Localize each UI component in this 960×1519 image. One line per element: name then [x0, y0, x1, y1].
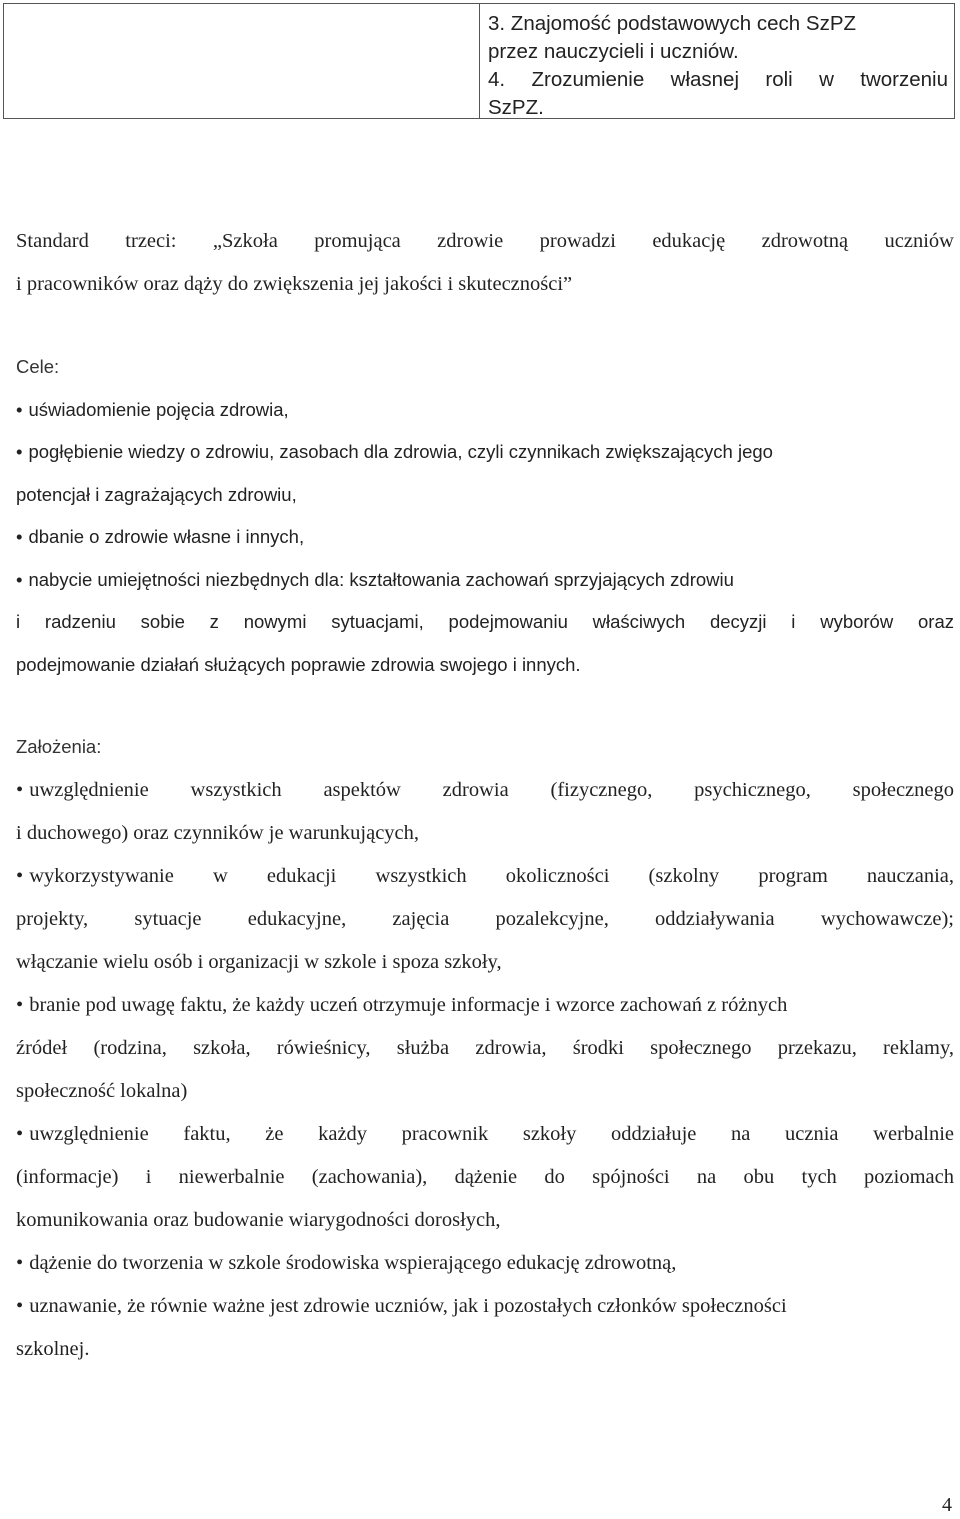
bullet-icon: • [16, 865, 24, 887]
bullet-icon: • [16, 568, 23, 590]
zalozenia-line: komunikowania oraz budowanie wiarygodności dorosłych, [16, 1209, 501, 1231]
zalozenia-item: • uwzględnienie wszystkich aspektów zdrowia (fizycznego, psychicznego, społecznego [16, 779, 954, 801]
zalozenia-item: • wykorzystywanie w edukacji wszystkich okoliczności (szkolny program nauczania, [16, 865, 954, 887]
cele-line: podejmowanie działań służących poprawie zdrowia swojego i innych. [16, 653, 581, 675]
bullet-icon: • [16, 1123, 24, 1145]
zalozenia-item: • uznawanie, że równie ważne jest zdrowie uczniów, jak i pozostałych członków społeczności [16, 1295, 787, 1317]
table-line: SzPZ. [488, 96, 544, 119]
cele-item: • nabycie umiejętności niezbędnych dla: kształtowania zachowań sprzyjających zdrowiu [16, 568, 734, 590]
zalozenia-section [16, 769, 954, 1371]
table-line: 3. Znajomość podstawowych cech SzPZ [488, 12, 857, 35]
zalozenia-item: • uwzględnienie faktu, że każdy pracownik szkoły oddziałuje na ucznia werbalnie [16, 1123, 954, 1145]
table-line: 4. Zrozumienie własnej roli w tworzeniu [488, 68, 948, 91]
cele-label: Cele: [16, 356, 60, 377]
zalozenia-item: • dążenie do tworzenia w szkole środowiska wspierającego edukację zdrowotną, [16, 1252, 677, 1274]
zalozenia-line: szkolnej. [16, 1338, 90, 1360]
table-text-cell [480, 4, 954, 118]
bullet-icon: • [16, 779, 24, 801]
zalozenia-line: włączanie wielu osób i organizacji w szkole i spoza szkoły, [16, 951, 502, 973]
bullet-icon: • [16, 398, 23, 420]
cele-section [16, 346, 954, 686]
page-number: 4 [942, 1494, 952, 1516]
bullet-icon: • [16, 994, 24, 1016]
cele-item: • pogłębienie wiedzy o zdrowiu, zasobach dla zdrowia, czyli czynnikach zwiększających jego [16, 441, 773, 462]
zalozenia-item: • branie pod uwagę faktu, że każdy uczeń otrzymuje informacje i wzorce zachowań z różnych [16, 994, 788, 1016]
standard-line: Standard trzeci: „Szkoła promująca zdrowie prowadzi edukację zdrowotną uczniów [16, 230, 954, 252]
zalozenia-line: społeczność lokalna) [16, 1080, 188, 1102]
cele-line: i radzeniu sobie z nowymi sytuacjami, podejmowaniu właściwych decyzji i wyborów oraz [16, 611, 954, 632]
bullet-icon: • [16, 1295, 24, 1317]
bullet-icon: • [16, 441, 23, 462]
table-empty-cell [4, 4, 480, 118]
zalozenia-line: i duchowego) oraz czynników je warunkujących, [16, 822, 420, 844]
cele-item: • dbanie o zdrowie własne i innych, [16, 526, 305, 547]
zalozenia-line: projekty, sytuacje edukacyjne, zajęcia pozalekcyjne, oddziaływania wychowawcze); [16, 908, 954, 930]
zalozenia-line: (informacje) i niewerbalnie (zachowania), dążenie do spójności na obu tych poziomach [16, 1166, 954, 1188]
bullet-icon: • [16, 526, 23, 547]
zalozenia-label: Założenia: [16, 736, 102, 757]
bullet-icon: • [16, 1252, 24, 1274]
zalozenia-line: źródeł (rodzina, szkoła, rówieśnicy, służba zdrowia, środki społecznego przekazu, reklamy, [16, 1037, 954, 1059]
standard-line: i pracowników oraz dąży do zwiększenia jej jakości i skuteczności” [16, 273, 573, 295]
table-line: przez nauczycieli i uczniów. [488, 40, 739, 63]
standard-heading [16, 220, 954, 306]
top-table [3, 3, 955, 119]
cele-line: potencjał i zagrażających zdrowiu, [16, 483, 297, 505]
cele-item: • uświadomienie pojęcia zdrowia, [16, 398, 289, 420]
